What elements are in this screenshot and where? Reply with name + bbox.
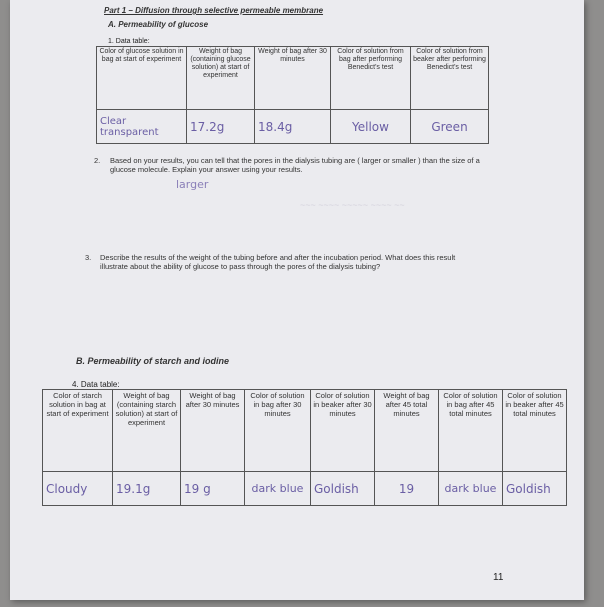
header-cell: Color of glucose solution in bag at start of experiment [97, 47, 187, 110]
question-3-number: 3. [85, 253, 92, 262]
section-b-title: B. Permeability of starch and iodine [76, 356, 230, 366]
handwritten-cell: 19.1g [113, 472, 181, 506]
handwritten-cell: 19 [375, 472, 439, 506]
show-through-text: ~~~ ~~~~ ~~~~~ ~~~~ ~~ [300, 200, 405, 210]
header-cell: Color of solution in bag after 30 minutes [245, 390, 311, 472]
handwritten-cell: 17.2g [187, 110, 255, 144]
question-3-text: Describe the results of the weight of the tubing before and after the incubation period. What does this result illustrate about the ability of glucose to pass through the pores of the dialysis tubing? [100, 253, 456, 271]
header-cell: Weight of bag after 30 minutes [255, 47, 331, 110]
page-number: 11 [493, 572, 504, 583]
header-cell: Weight of bag (containing glucose solution) at start of experiment [187, 47, 255, 110]
handwritten-cell: 18.4g [255, 110, 331, 144]
handwritten-cell: 19 g [181, 472, 245, 506]
header-cell: Weight of bag after 30 minutes [181, 390, 245, 472]
handwritten-cell: dark blue [439, 472, 503, 506]
starch-iodine-data-table [42, 389, 567, 506]
part-title: Part 1 – Diffusion through selective permeable membrane [104, 6, 324, 15]
header-cell: Weight of bag (containing starch solution) at start of experiment [113, 390, 181, 472]
handwritten-cell: Green [411, 110, 489, 144]
handwritten-cell: Goldish [503, 472, 567, 506]
header-cell: Color of solution in beaker after 45 total minutes [503, 390, 567, 472]
header-cell: Color of solution in beaker after 30 minutes [311, 390, 375, 472]
handwritten-cell: Yellow [331, 110, 411, 144]
handwritten-cell: Clear transparent [97, 110, 187, 144]
header-cell: Color of solution from beaker after performing Benedict's test [411, 47, 489, 110]
handwritten-cell: Cloudy [43, 472, 113, 506]
header-cell: Color of solution from bag after performing Benedict's test [331, 47, 411, 110]
handwritten-cell: dark blue [245, 472, 311, 506]
header-cell: Weight of bag after 45 total minutes [375, 390, 439, 472]
header-cell: Color of starch solution in bag at start of experiment [43, 390, 113, 472]
handwritten-cell: Goldish [311, 472, 375, 506]
glucose-data-table [96, 46, 489, 144]
question-2-number: 2. [94, 156, 101, 165]
section-a-title: A. Permeability of glucose [108, 20, 209, 29]
header-cell: Color of solution in bag after 45 total minutes [439, 390, 503, 472]
table-4-label: 4. Data table: [72, 380, 120, 389]
table-1-label: 1. Data table: [108, 38, 150, 45]
question-2-answer: larger [176, 178, 209, 191]
question-2-text: Based on your results, you can tell that the pores in the dialysis tubing are ( larger or smaller ) than the size of a glucose molecule. Explain your answer using your results. [110, 156, 480, 174]
